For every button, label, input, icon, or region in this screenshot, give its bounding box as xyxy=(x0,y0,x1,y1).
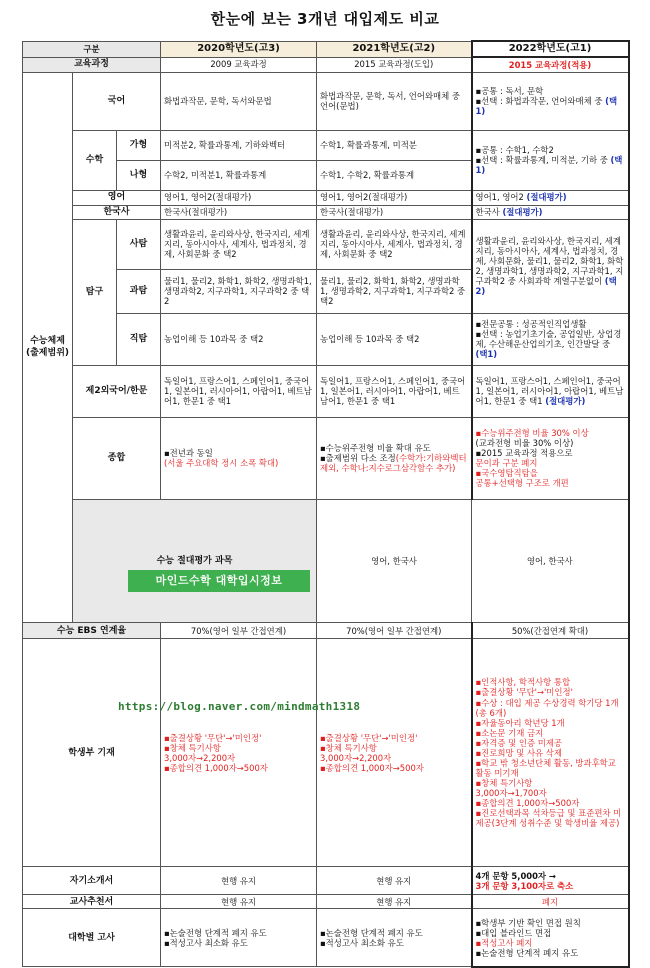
history-2020: 한국사(절대평가) xyxy=(161,205,317,219)
univ-exam-2021 xyxy=(317,909,472,967)
overall-label: 종합 xyxy=(73,417,161,499)
self-intro-2022: 4개 문항 5,000자 → 3개 문항 3,100자로 축소 xyxy=(472,867,629,895)
list-item: ▪소논문 기재 금지 xyxy=(475,727,544,738)
korean-label: 국어 xyxy=(73,72,161,130)
list-item: ▪진로선택과목 석차등급 및 표준편차 미제공(3단계 성취수준 및 학생비율 제공) xyxy=(475,808,622,829)
list-item: ▪출결상황 '무단'→'미인정' xyxy=(320,732,418,743)
list-item: ▪종합의견 1,000자→500자 xyxy=(320,763,424,774)
self-intro-label: 자기소개서 xyxy=(23,867,161,895)
header-2021: 2021학년도(고2) xyxy=(317,41,472,57)
list-item: ▪종합의견 1,000자→500자 xyxy=(164,763,268,774)
social-2021: 생활과윤리, 윤리와사상, 한국지리, 세계지리, 동아시아사, 세계사, 법과정치, 경제, 사회문화 중 택2 xyxy=(317,219,472,269)
korean-2022: ▪공통 : 독서, 문학 ▪선택 : 화법과작문, 언어와매체 중 (택1) xyxy=(472,72,629,130)
curriculum-2021: 2015 교육과정(도입) xyxy=(317,57,472,72)
foreign-2022: 독일어1, 프랑스어1, 스페인어1, 중국어1, 일본어1, 러시아어1, 아랍어1, 베트남어1, 한문1 중 택1 (절대평가) xyxy=(472,365,629,417)
korean-2021: 화법과작문, 문학, 독서, 언어와매체 중 언어(문법) xyxy=(317,72,472,130)
history-2022: 한국사 (절대평가) xyxy=(472,205,629,219)
list-item: ▪진로희망 및 사유 삭제 xyxy=(475,747,562,758)
list-item: ▪대입 블라인드 면접 xyxy=(475,927,552,938)
list-item: ▪창체 특기사항 xyxy=(320,742,377,753)
foreign-label: 제2외국어/한문 xyxy=(73,365,161,417)
ebs-label: 수능 EBS 연계율 xyxy=(23,623,161,639)
curriculum-label: 교육과정 xyxy=(23,57,161,72)
ebs-2020: 70%(영어 일부 간접연계) xyxy=(161,623,317,639)
list-item: ▪출결상황 '무단'→'미인정' xyxy=(164,732,262,743)
recommend-2021: 현행 유지 xyxy=(317,895,472,909)
list-item: ▪적성고사 최소화 유도 xyxy=(164,937,248,948)
english-label: 영어 xyxy=(73,190,161,205)
english-2022: 영어1, 영어2 (절대평가) xyxy=(472,190,629,205)
overall-2021: ▪수능위주전형 비율 확대 유도 ▪출제범위 다소 조정(수학가:기하와벡터 제외, 수학나:지수로그삼각함수 추가) xyxy=(317,417,472,499)
list-item: ▪인적사항, 학적사항 통합 xyxy=(475,677,571,688)
univ-exam-2022 xyxy=(472,909,629,967)
math-na-2021: 수학1, 수학2, 확률과통계 xyxy=(317,160,472,190)
foreign-2020: 독일어1, 프랑스어1, 스페인어1, 중국어1, 일본어1, 러시아어1, 아랍어1, 베트남어1, 한문1 중 택1 xyxy=(161,365,317,417)
curriculum-2020: 2009 교육과정 xyxy=(161,57,317,72)
list-item: ▪논술전형 단계적 폐지 유도 xyxy=(320,927,423,938)
curriculum-2022: 2015 교육과정(적용) xyxy=(472,57,629,72)
blog-url-link[interactable]: https://blog.naver.com/mindmath1318 xyxy=(118,700,361,713)
header-2022: 2022학년도(고1) xyxy=(472,41,629,57)
math-label: 수학 xyxy=(73,130,117,190)
korean-2020: 화법과작문, 문학, 독서와문법 xyxy=(161,72,317,130)
overall-2020: ▪전년과 동일 (서울 주요대학 정시 소폭 확대) xyxy=(161,417,317,499)
page-title: 한눈에 보는 3개년 대입제도 비교 xyxy=(210,10,440,28)
list-item: 3,000자→2,200자 xyxy=(320,752,392,763)
social-science-2022: 생활과윤리, 윤리와사상, 한국지리, 세계지리, 동아시아사, 세계사, 법과정치, 경제, 사회문화, 물리1, 물리2, 화학1, 화학2, 생명과학1, 생명과학2, 지구과학1, 지구과학2 중 사회과학 계열구분없이 (택2) xyxy=(472,219,629,313)
vocational-label: 직탐 xyxy=(117,313,161,365)
list-item: ▪수상 : 대입 제공 수상경력 학기당 1개(총 6개) xyxy=(475,697,619,718)
header-2020: 2020학년도(고3) xyxy=(161,41,317,57)
english-2021: 영어1, 영어2(절대평가) xyxy=(317,190,472,205)
list-item: ▪적성고사 폐지 xyxy=(475,937,533,948)
recommend-2022: 폐지 xyxy=(472,895,629,909)
list-item: ▪논술전형 단계적 폐지 유도 xyxy=(164,927,267,938)
list-item: ▪논술전형 단계적 폐지 유도 xyxy=(475,947,579,958)
social-2020: 생활과윤리, 윤리와사상, 한국지리, 세계지리, 동아시아사, 세계사, 법과정치, 경제, 사회문화 중 택2 xyxy=(161,219,317,269)
math-ga-label: 가형 xyxy=(117,130,161,160)
self-intro-2020: 현행 유지 xyxy=(161,867,317,895)
science-2021: 물리1, 물리2, 화학1, 화학2, 생명과학1, 생명과학2, 지구과학1, 지구과학2 중 택2 xyxy=(317,269,472,313)
english-2020: 영어1, 영어2(절대평가) xyxy=(161,190,317,205)
recommend-label: 교사추천서 xyxy=(23,895,161,909)
math-ga-2020: 미적분2, 확률과통계, 기하와벡터 xyxy=(161,130,317,160)
list-item: ▪학교 밖 청소년단체 활동, 방과후학교 활동 미기재 xyxy=(475,757,616,779)
list-item: ▪자격증 및 인증 미제공 xyxy=(475,737,562,748)
history-2021: 한국사(절대평가) xyxy=(317,205,472,219)
list-item: 3,000자→1,700자 xyxy=(475,788,547,799)
absolute-eval-2020: 영어, 한국사 xyxy=(317,499,472,623)
inquiry-label: 탐구 xyxy=(73,219,117,365)
ebs-2022: 50%(간접연계 확대) xyxy=(472,623,629,639)
absolute-eval-label: 수능 절대평가 과목 xyxy=(73,499,317,623)
ebs-2021: 70%(영어 일부 간접연계) xyxy=(317,623,472,639)
record-2021 xyxy=(317,639,472,867)
math-2022: ▪공통 : 수학1, 수학2 ▪선택 : 확률과통계, 미적분, 기하 중 (택1) xyxy=(472,130,629,190)
vocational-2022: ▪전문공통 : 성공적인직업생활 ▪선택 : 농업기초기술, 공업일반, 상업경제, 수산해운산업의기초, 인간발달 중 (택1) xyxy=(472,313,629,365)
vocational-2020: 농업이해 등 10과목 중 택2 xyxy=(161,313,317,365)
list-item: ▪적성고사 최소화 유도 xyxy=(320,937,404,948)
science-label: 과탐 xyxy=(117,269,161,313)
science-2020: 물리1, 물리2, 화학1, 화학2, 생명과학1, 생명과학2, 지구과학1, 지구과학2 중 택2 xyxy=(161,269,317,313)
list-item: 3,000자→2,200자 xyxy=(164,752,236,763)
recommend-2020: 현행 유지 xyxy=(161,895,317,909)
vocational-2021: 농업이해 등 10과목 중 택2 xyxy=(317,313,472,365)
record-2020 xyxy=(161,639,317,867)
comparison-table xyxy=(22,40,630,968)
math-ga-2021: 수학1, 확률과통계, 미적분 xyxy=(317,130,472,160)
self-intro-2021: 현행 유지 xyxy=(317,867,472,895)
math-na-2020: 수학2, 미적분1, 확률과통계 xyxy=(161,160,317,190)
univ-exam-2020 xyxy=(161,909,317,967)
history-label: 한국사 xyxy=(73,205,161,219)
list-item: ▪창체 특기사항 xyxy=(475,778,533,789)
overall-2022: ▪수능위주전형 비율 30% 이상 (교과전형 비율 30% 이상) ▪2015 교육과정 적용으로 문이과 구분 폐지 ▪국수영탐직탐을 공통+선택형 구조로 개편 xyxy=(472,417,629,499)
record-2022 xyxy=(472,639,629,867)
list-item: ▪학생부 기반 확인 면접 원칙 xyxy=(475,917,581,928)
promo-banner: 마인드수학 대학입시정보 xyxy=(128,570,310,592)
list-item: ▪창체 특기사항 xyxy=(164,742,221,753)
foreign-2021: 독일어1, 프랑스어1, 스페인어1, 중국어1, 일본어1, 러시아어1, 아랍어1, 베트남어1, 한문1 중 택1 xyxy=(317,365,472,417)
absolute-eval-2021: 영어, 한국사 xyxy=(472,499,629,623)
list-item: ▪자율동아리 학년당 1개 xyxy=(475,717,565,728)
header-category: 구분 xyxy=(23,41,161,57)
social-label: 사탐 xyxy=(117,219,161,269)
record-label: 학생부 기재 xyxy=(23,639,161,867)
univ-exam-label: 대학별 고사 xyxy=(23,909,161,967)
suneung-scope-label: 수능체제(출제범위) xyxy=(23,72,73,623)
math-na-label: 나형 xyxy=(117,160,161,190)
list-item: ▪종합의견 1,000자→500자 xyxy=(475,798,580,809)
list-item: ▪출결상황 '무단'→'미인정' xyxy=(475,687,573,698)
